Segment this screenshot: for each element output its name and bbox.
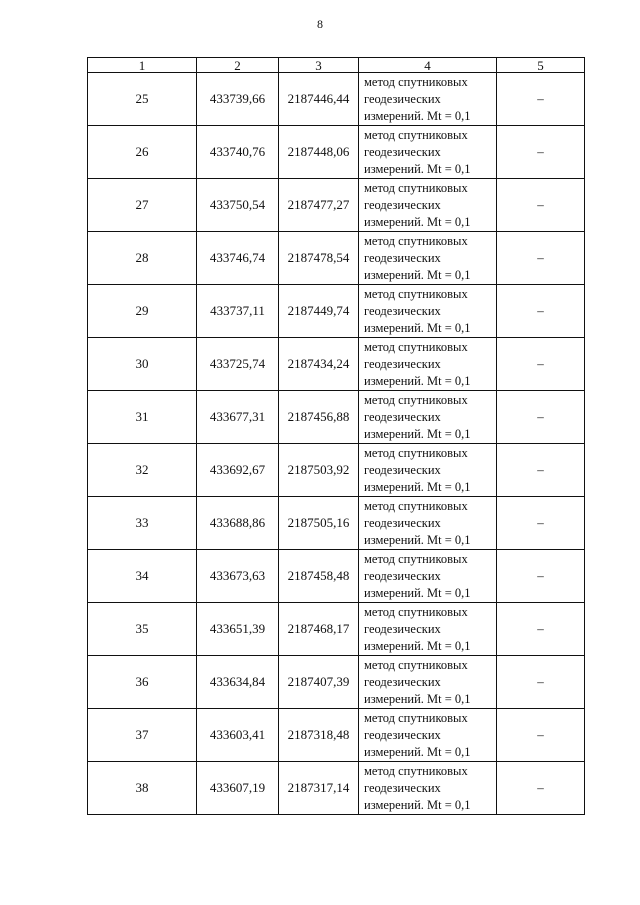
- method-line: метод спутниковых: [364, 392, 468, 407]
- x-coordinate-cell: 433607,19: [197, 762, 279, 815]
- method-line: метод спутниковых: [364, 180, 468, 195]
- y-coordinate-cell: 2187503,92: [279, 444, 359, 497]
- table-row: [88, 338, 585, 391]
- method-line: измерений. Mt = 0,1: [364, 267, 471, 282]
- point-number-cell: 26: [88, 126, 197, 179]
- method-cell: [359, 232, 497, 285]
- x-coordinate-cell: 433692,67: [197, 444, 279, 497]
- table-row: [88, 391, 585, 444]
- y-coordinate-cell: 2187318,48: [279, 709, 359, 762]
- method-cell: [359, 444, 497, 497]
- column-header-4: 4: [359, 58, 497, 73]
- method-line: измерений. Mt = 0,1: [364, 797, 471, 812]
- point-number-cell: 37: [88, 709, 197, 762]
- method-line: измерений. Mt = 0,1: [364, 479, 471, 494]
- y-coordinate-cell: 2187458,48: [279, 550, 359, 603]
- method-cell: [359, 656, 497, 709]
- note-cell: –: [497, 603, 585, 656]
- point-number-cell: 33: [88, 497, 197, 550]
- method-cell: [359, 285, 497, 338]
- table-row: [88, 709, 585, 762]
- note-cell: –: [497, 179, 585, 232]
- method-line: метод спутниковых: [364, 445, 468, 460]
- method-line: измерений. Mt = 0,1: [364, 214, 471, 229]
- method-line: метод спутниковых: [364, 286, 468, 301]
- method-line: метод спутниковых: [364, 604, 468, 619]
- note-cell: –: [497, 709, 585, 762]
- table-row: [88, 179, 585, 232]
- note-cell: –: [497, 762, 585, 815]
- method-line: измерений. Mt = 0,1: [364, 585, 471, 600]
- note-cell: –: [497, 444, 585, 497]
- method-line: геодезических: [364, 727, 441, 742]
- column-header-1: 1: [88, 58, 197, 73]
- method-line: измерений. Mt = 0,1: [364, 691, 471, 706]
- method-line: геодезических: [364, 409, 441, 424]
- method-line: метод спутниковых: [364, 127, 468, 142]
- point-number-cell: 28: [88, 232, 197, 285]
- method-line: геодезических: [364, 356, 441, 371]
- y-coordinate-cell: 2187456,88: [279, 391, 359, 444]
- method-cell: [359, 338, 497, 391]
- y-coordinate-cell: 2187505,16: [279, 497, 359, 550]
- table-body: [88, 73, 585, 815]
- column-header-5: 5: [497, 58, 585, 73]
- note-cell: –: [497, 232, 585, 285]
- method-line: измерений. Mt = 0,1: [364, 426, 471, 441]
- method-line: метод спутниковых: [364, 233, 468, 248]
- method-line: метод спутниковых: [364, 551, 468, 566]
- y-coordinate-cell: 2187407,39: [279, 656, 359, 709]
- note-cell: –: [497, 656, 585, 709]
- method-line: метод спутниковых: [364, 710, 468, 725]
- table-row: [88, 285, 585, 338]
- method-line: геодезических: [364, 780, 441, 795]
- y-coordinate-cell: 2187448,06: [279, 126, 359, 179]
- method-cell: [359, 179, 497, 232]
- point-number-cell: 29: [88, 285, 197, 338]
- note-cell: –: [497, 391, 585, 444]
- y-coordinate-cell: 2187446,44: [279, 73, 359, 126]
- point-number-cell: 34: [88, 550, 197, 603]
- method-cell: [359, 391, 497, 444]
- method-line: метод спутниковых: [364, 657, 468, 672]
- method-cell: [359, 603, 497, 656]
- table-row: [88, 762, 585, 815]
- method-line: измерений. Mt = 0,1: [364, 320, 471, 335]
- y-coordinate-cell: 2187317,14: [279, 762, 359, 815]
- x-coordinate-cell: 433677,31: [197, 391, 279, 444]
- method-cell: [359, 73, 497, 126]
- page-number: 8: [317, 17, 323, 31]
- note-cell: –: [497, 338, 585, 391]
- method-line: метод спутниковых: [364, 763, 468, 778]
- x-coordinate-cell: 433739,66: [197, 73, 279, 126]
- method-line: геодезических: [364, 621, 441, 636]
- method-line: геодезических: [364, 462, 441, 477]
- table-row: [88, 73, 585, 126]
- method-line: геодезических: [364, 197, 441, 212]
- method-line: метод спутниковых: [364, 498, 468, 513]
- method-cell: [359, 126, 497, 179]
- point-number-cell: 25: [88, 73, 197, 126]
- point-number-cell: 30: [88, 338, 197, 391]
- note-cell: –: [497, 73, 585, 126]
- method-line: геодезических: [364, 674, 441, 689]
- x-coordinate-cell: 433750,54: [197, 179, 279, 232]
- x-coordinate-cell: 433673,63: [197, 550, 279, 603]
- method-line: измерений. Mt = 0,1: [364, 108, 471, 123]
- method-line: измерений. Mt = 0,1: [364, 532, 471, 547]
- point-number-cell: 31: [88, 391, 197, 444]
- x-coordinate-cell: 433737,11: [197, 285, 279, 338]
- note-cell: –: [497, 126, 585, 179]
- x-coordinate-cell: 433634,84: [197, 656, 279, 709]
- method-line: измерений. Mt = 0,1: [364, 744, 471, 759]
- point-number-cell: 38: [88, 762, 197, 815]
- method-line: измерений. Mt = 0,1: [364, 638, 471, 653]
- table-row: [88, 444, 585, 497]
- note-cell: –: [497, 497, 585, 550]
- point-number-cell: 32: [88, 444, 197, 497]
- y-coordinate-cell: 2187449,74: [279, 285, 359, 338]
- method-line: геодезических: [364, 515, 441, 530]
- method-cell: [359, 550, 497, 603]
- method-line: метод спутниковых: [364, 339, 468, 354]
- point-number-cell: 36: [88, 656, 197, 709]
- x-coordinate-cell: 433725,74: [197, 338, 279, 391]
- y-coordinate-cell: 2187478,54: [279, 232, 359, 285]
- method-line: измерений. Mt = 0,1: [364, 373, 471, 388]
- point-number-cell: 27: [88, 179, 197, 232]
- x-coordinate-cell: 433603,41: [197, 709, 279, 762]
- column-header-3: 3: [279, 58, 359, 73]
- table-row: [88, 232, 585, 285]
- method-line: метод спутниковых: [364, 74, 468, 89]
- method-line: геодезических: [364, 144, 441, 159]
- x-coordinate-cell: 433746,74: [197, 232, 279, 285]
- x-coordinate-cell: 433651,39: [197, 603, 279, 656]
- y-coordinate-cell: 2187477,27: [279, 179, 359, 232]
- method-line: геодезических: [364, 303, 441, 318]
- table-row: [88, 550, 585, 603]
- table-row: [88, 497, 585, 550]
- point-number-cell: 35: [88, 603, 197, 656]
- method-cell: [359, 497, 497, 550]
- x-coordinate-cell: 433740,76: [197, 126, 279, 179]
- coordinates-table: [87, 57, 585, 815]
- table-row: [88, 126, 585, 179]
- method-line: измерений. Mt = 0,1: [364, 161, 471, 176]
- column-header-2: 2: [197, 58, 279, 73]
- table-row: [88, 603, 585, 656]
- method-line: геодезических: [364, 91, 441, 106]
- method-line: геодезических: [364, 568, 441, 583]
- method-cell: [359, 709, 497, 762]
- table-header-row: [88, 58, 585, 73]
- y-coordinate-cell: 2187468,17: [279, 603, 359, 656]
- table-row: [88, 656, 585, 709]
- y-coordinate-cell: 2187434,24: [279, 338, 359, 391]
- x-coordinate-cell: 433688,86: [197, 497, 279, 550]
- note-cell: –: [497, 285, 585, 338]
- method-line: геодезических: [364, 250, 441, 265]
- method-cell: [359, 762, 497, 815]
- note-cell: –: [497, 550, 585, 603]
